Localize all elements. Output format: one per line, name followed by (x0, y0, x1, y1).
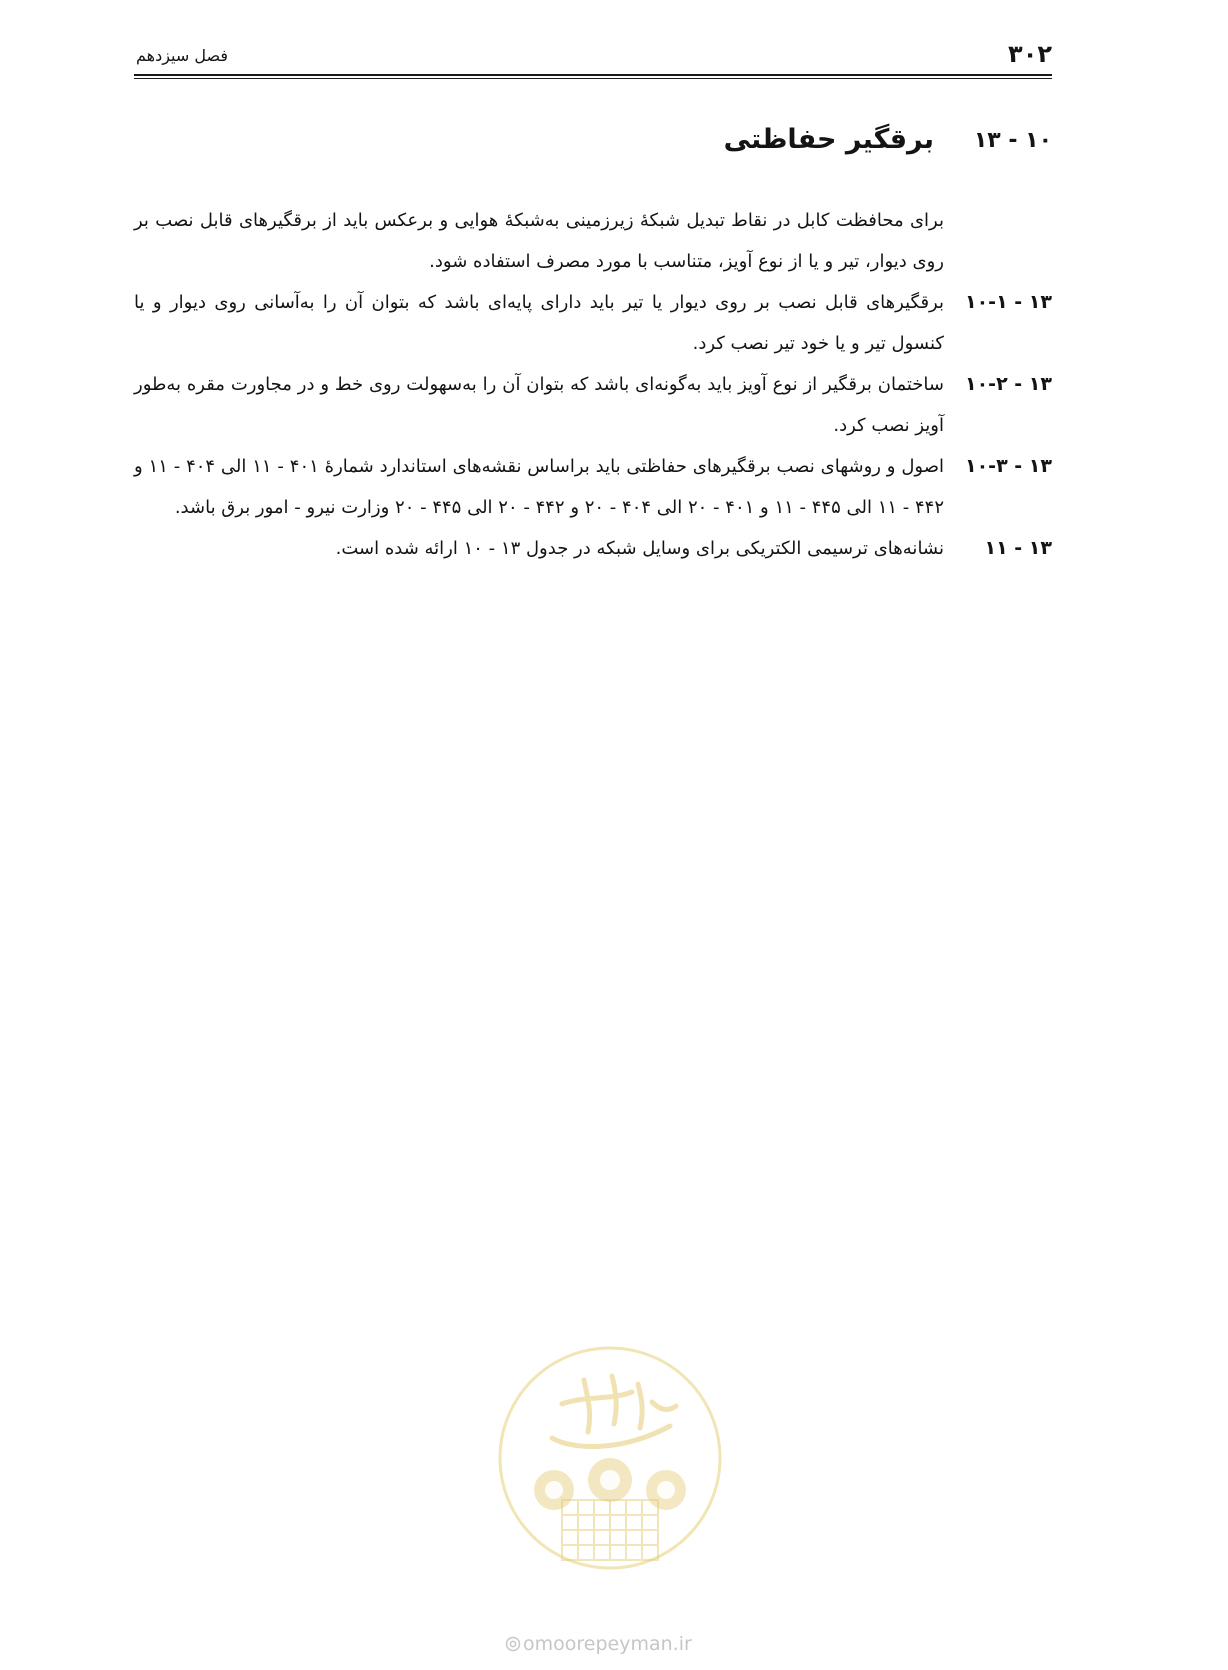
paragraph-text: اصول و روشهای نصب برقگیرهای حفاظتی باید براساس نقشه‌های استاندارد شمارهٔ ۴۰۱ - ۱۱ الی ۴۰۴ - ۱۱ و ۴۴۲ - ۱۱ الی ۴۴۵ - ۱۱ و ۴۰۱ - ۲۰ الی ۴۰۴ - ۲۰ و ۴۴۲ - ۲۰ الی ۴۴۵ - ۲۰ وزارت نیرو - امور برق باشد. (134, 456, 944, 518)
watermark-url-text: omoorepeyman.ir (523, 1633, 692, 1655)
paragraph-number (944, 200, 1052, 282)
paragraph-13-10-2 (134, 364, 1052, 446)
watermark-url (505, 1633, 692, 1655)
paragraph-number: ۱۳ - ۱۰-۲ (964, 373, 1052, 395)
section-heading (134, 120, 1052, 164)
section-number: ۱۰ - ۱۳ (973, 128, 1052, 153)
page-header (134, 38, 1052, 78)
paragraph-text: برقگیرهای قابل نصب بر روی دیوار یا تیر باید دارای پایه‌ای باشد که بتوان آن را به‌آسانی روی دیوار و یا کنسول تیر و یا خود تیر نصب کرد. (134, 292, 944, 354)
page-number: ۳۰۲ (1008, 40, 1052, 68)
paragraph-13-10-1 (134, 282, 1052, 364)
paragraph-text: ساختمان برقگیر از نوع آویز باید به‌گونه‌ای باشد که بتوان آن را به‌سهولت روی خط و در مجاورت مقره به‌طور آویز نصب کرد. (134, 374, 944, 436)
seal-graphic (492, 1340, 728, 1576)
paragraph-text: نشانه‌های ترسیمی الکتریکی برای وسایل شبکه در جدول ۱۳ - ۱۰ ارائه شده است. (335, 538, 944, 559)
paragraph-number: ۱۳ - ۱۰-۳ (964, 455, 1052, 477)
section-title: برقگیر حفاظتی (723, 124, 934, 155)
chapter-title: فصل سیزدهم (136, 46, 228, 65)
watermark-seal (492, 1340, 728, 1576)
at-sign-icon (505, 1636, 521, 1652)
header-rule (134, 74, 1052, 79)
paragraph-13-11 (134, 528, 1052, 569)
paragraph-number: ۱۳ - ۱۰-۱ (964, 291, 1052, 313)
paragraph-13-10-3 (134, 446, 1052, 528)
paragraph-number: ۱۳ - ۱۱ (984, 537, 1052, 559)
paragraph-text: برای محافظت کابل در نقاط تبدیل شبکهٔ زیرزمینی به‌شبکهٔ هوایی و برعکس باید از برقگیرهای قابل نصب بر روی دیوار، تیر و یا از نوع آویز، متناسب با مورد مصرف استفاده شود. (134, 210, 944, 272)
paragraph-intro (134, 200, 1052, 282)
section-content (134, 200, 1052, 569)
